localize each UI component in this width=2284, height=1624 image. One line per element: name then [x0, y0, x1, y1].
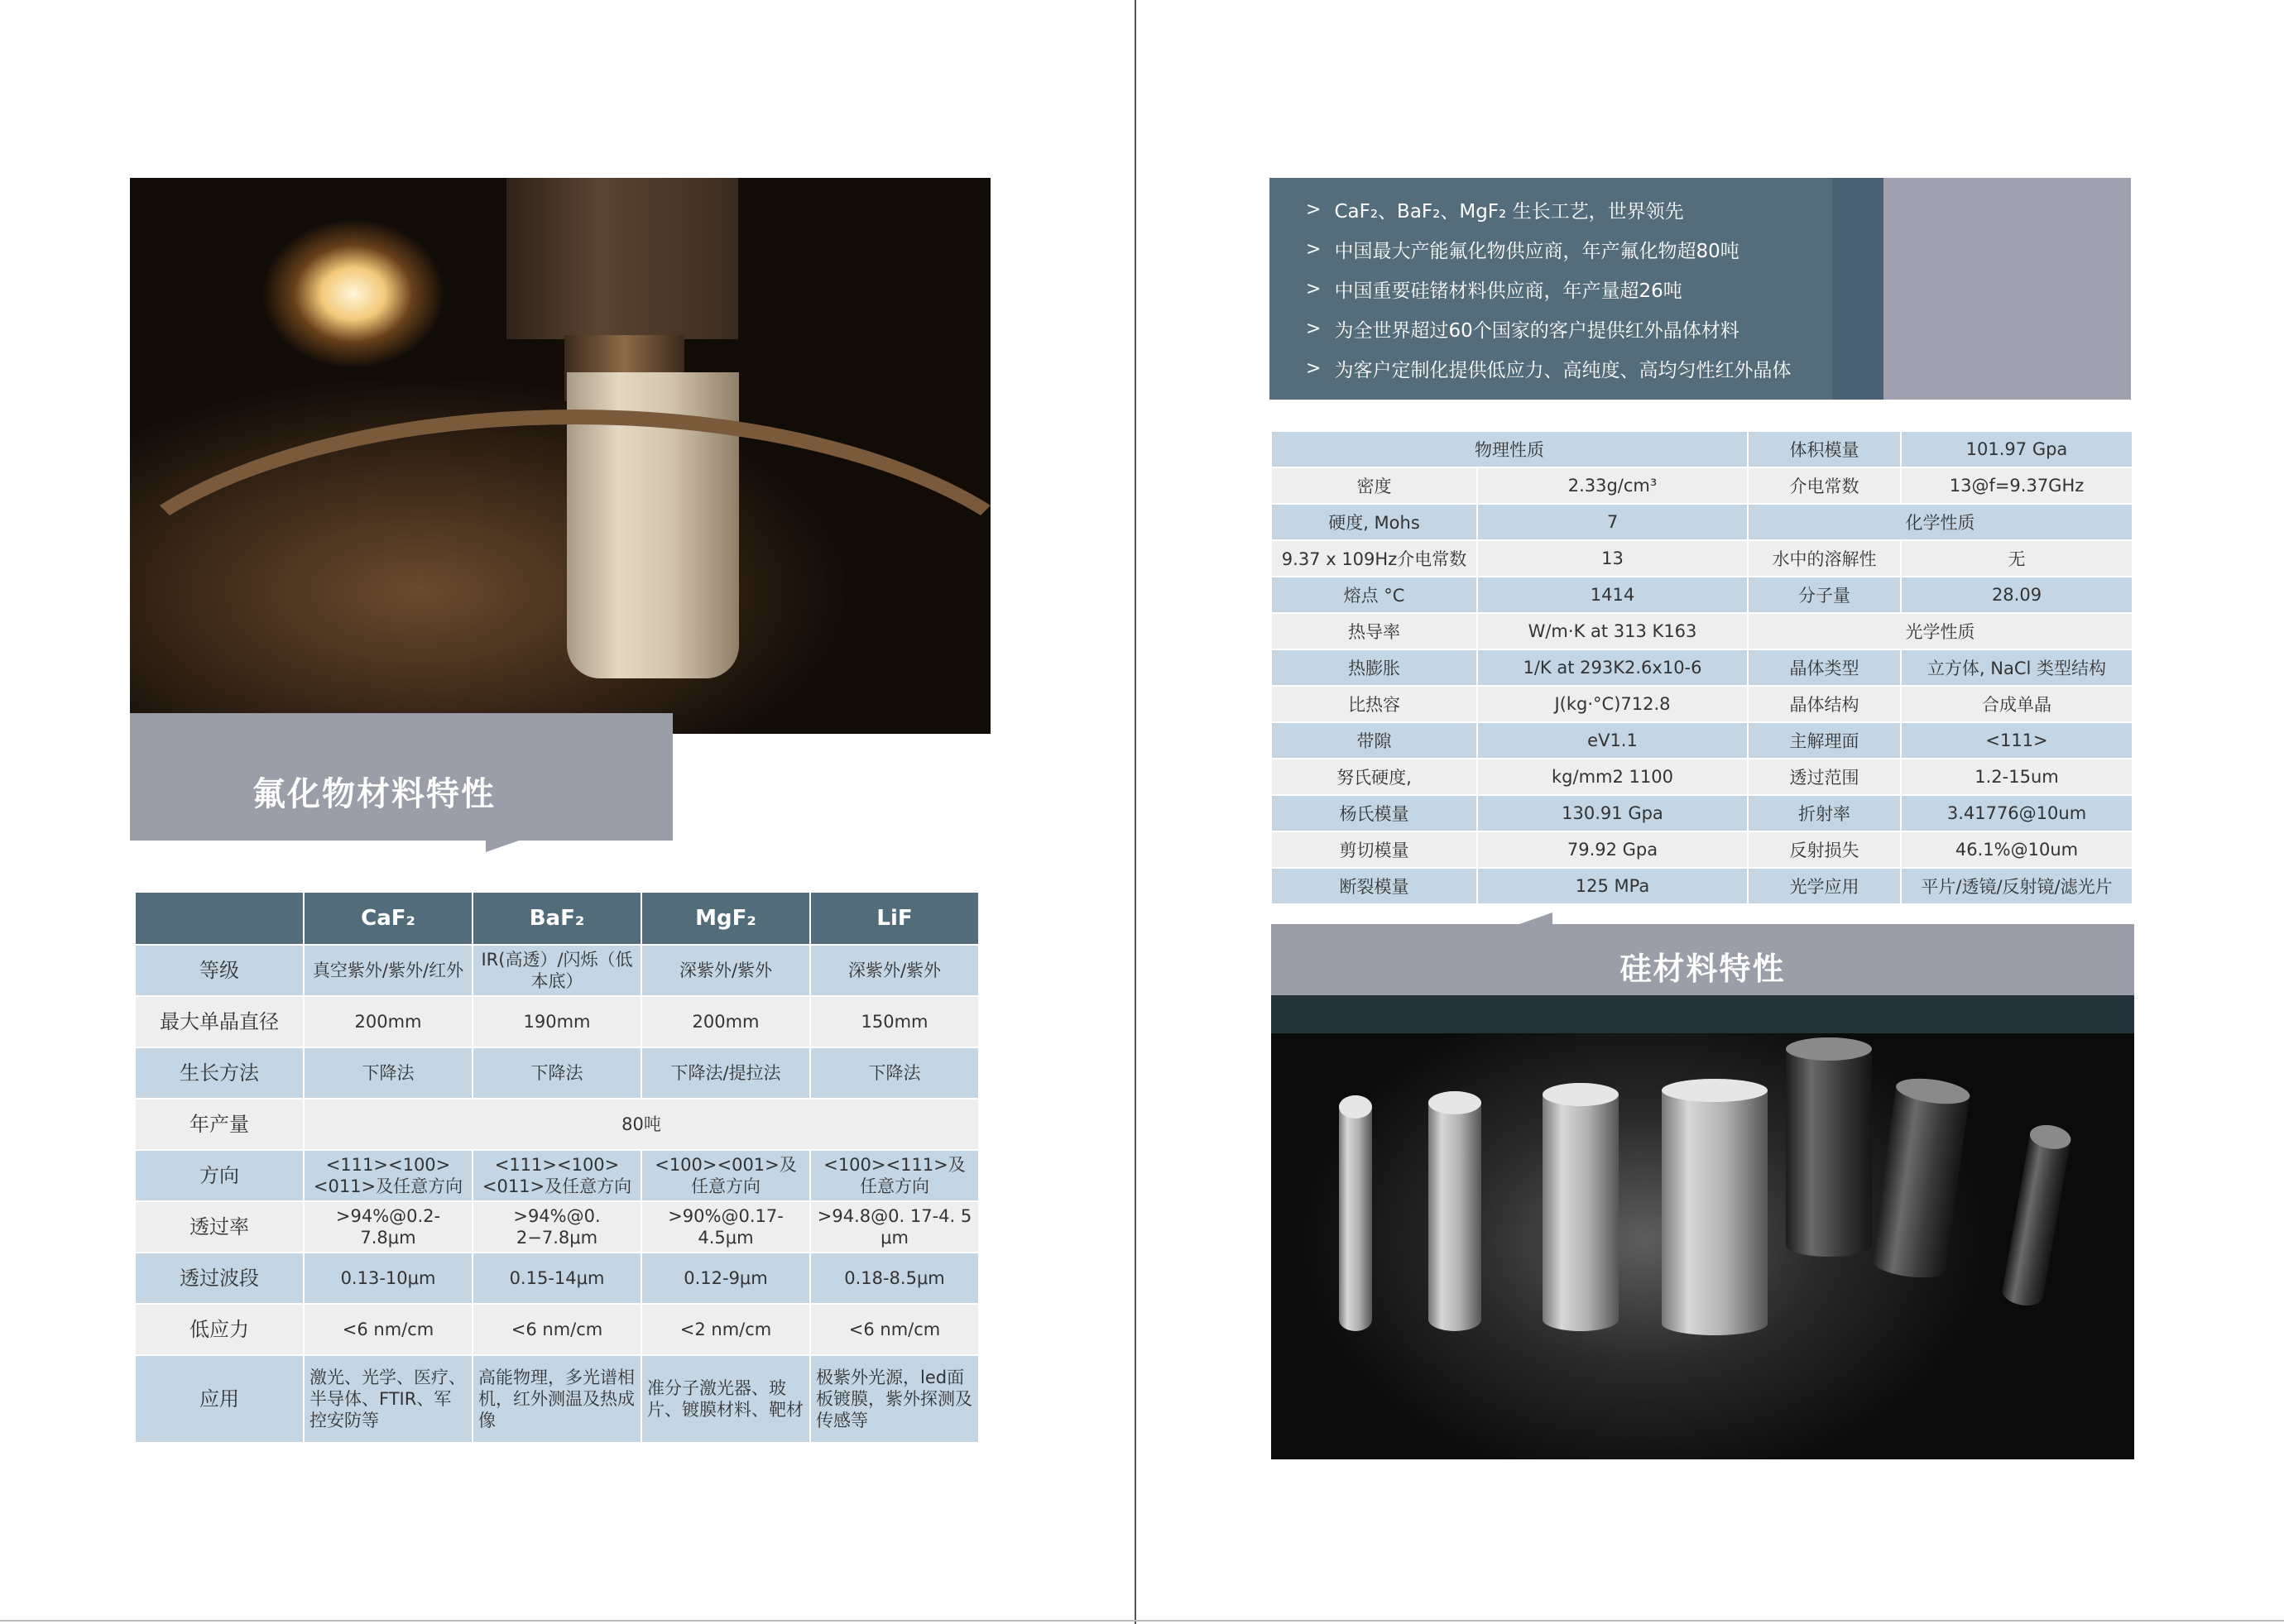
table-cell: 7 [1478, 505, 1747, 539]
table-cell: 晶体结构 [1749, 687, 1900, 721]
row-label: 透过率 [136, 1202, 303, 1252]
table-cell: 0.12-9μm [642, 1253, 809, 1303]
table-row [1272, 614, 2132, 649]
table-row [1272, 869, 2132, 903]
page-spine-divider [1135, 0, 1136, 1624]
row-label: 低应力 [136, 1305, 303, 1354]
table-cell: 杨氏模量 [1272, 796, 1476, 831]
puller-head [506, 178, 738, 339]
chevron-right-icon: > [1306, 199, 1322, 220]
features-panel [1269, 178, 2131, 400]
table-cell: 带隙 [1272, 723, 1476, 758]
feature-item [1306, 315, 1739, 343]
row-label: 最大单晶直径 [136, 997, 303, 1047]
table-row [136, 1202, 978, 1252]
panel-grey-block [1883, 178, 2131, 400]
table-cell: 极紫外光源，led面板镀膜，紫外探测及传感等 [811, 1356, 978, 1442]
table-cell: <111><100><011>及任意方向 [305, 1151, 472, 1200]
table-row [1272, 505, 2132, 539]
table-cell: 化学性质 [1749, 505, 2132, 539]
page-bottom-edge [0, 1620, 2284, 1622]
table-cell: 0.15-14μm [473, 1253, 641, 1303]
table-cell: 1/K at 293K2.6x10-6 [1478, 650, 1747, 685]
table-cell: <100><111>及任意方向 [811, 1151, 978, 1200]
table-cell: 下降法 [473, 1048, 641, 1098]
table-cell: 透过范围 [1749, 759, 1900, 794]
header-cell: LiF [811, 893, 978, 944]
table-row [1272, 432, 2132, 467]
table-row [1272, 687, 2132, 721]
table-cell: <111><100><011>及任意方向 [473, 1151, 641, 1200]
table-cell: 介电常数 [1749, 468, 1900, 503]
feature-item [1306, 275, 1682, 303]
table-row [136, 1356, 978, 1442]
table-row [1272, 468, 2132, 503]
rod-image [1339, 1095, 1372, 1331]
silicon-rods-photo [1271, 1033, 2134, 1459]
table-row [136, 1305, 978, 1354]
table-cell: <6 nm/cm [305, 1305, 472, 1354]
row-label: 年产量 [136, 1099, 303, 1149]
table-row [1272, 796, 2132, 831]
table-cell: <2 nm/cm [642, 1305, 809, 1354]
row-label: 等级 [136, 946, 303, 995]
table-cell: 101.97 Gpa [1902, 432, 2132, 467]
table-cell: 下降法 [305, 1048, 472, 1098]
table-cell: 断裂模量 [1272, 869, 1476, 903]
table-cell: 剪切模量 [1272, 832, 1476, 867]
feature-item [1306, 355, 1791, 382]
feature-text: 为全世界超过60个国家的客户提供红外晶体材料 [1334, 320, 1739, 342]
rod-image [1662, 1079, 1768, 1335]
table-cell: kg/mm2 1100 [1478, 759, 1747, 794]
table-cell: 190mm [473, 997, 641, 1047]
table-cell: 1414 [1478, 577, 1747, 612]
table-cell: 平片/透镜/反射镜/滤光片 [1902, 869, 2132, 903]
table-cell: 2.33g/cm³ [1478, 468, 1747, 503]
table-cell: W/m·K at 313 K163 [1478, 614, 1747, 649]
rod-image [1870, 1075, 1972, 1281]
header-cell: CaF₂ [305, 893, 472, 944]
table-cell: eV1.1 [1478, 723, 1747, 758]
table-cell: 晶体类型 [1749, 650, 1900, 685]
table-cell: 反射损失 [1749, 832, 1900, 867]
chevron-right-icon: > [1306, 279, 1322, 299]
table-row [136, 997, 978, 1047]
feature-text: 中国最大产能氟化物供应商，年产氟化物超80吨 [1334, 241, 1739, 262]
fluoride-properties-table [134, 891, 980, 1444]
table-header-row [136, 893, 978, 944]
table-cell: 46.1%@10um [1902, 832, 2132, 867]
crucible-rim [130, 410, 991, 734]
table-cell: 分子量 [1749, 577, 1900, 612]
table-cell: 努氏硬度, [1272, 759, 1476, 794]
table-cell: 无 [1902, 541, 2132, 576]
section-title-silicon: 硅材料特性 [1619, 951, 1786, 987]
table-cell: 28.09 [1902, 577, 2132, 612]
table-cell: 150mm [811, 997, 978, 1047]
feature-text: CaF₂、BaF₂、MgF₂ 生长工艺，世界领先 [1334, 201, 1684, 223]
table-cell: 比热容 [1272, 687, 1476, 721]
table-row [136, 946, 978, 995]
table-cell: 合成单晶 [1902, 687, 2132, 721]
table-cell: 200mm [642, 997, 809, 1047]
table-cell: 深紫外/紫外 [811, 946, 978, 995]
section-title-fluoride: 氟化物材料特性 [252, 775, 496, 813]
table-cell: 下降法 [811, 1048, 978, 1098]
row-label: 方向 [136, 1151, 303, 1200]
table-cell: 折射率 [1749, 796, 1900, 831]
feature-text: 为客户定制化提供低应力、高纯度、高均匀性红外晶体 [1334, 360, 1792, 381]
panel-stripe [1832, 178, 1883, 400]
chevron-right-icon: > [1306, 358, 1322, 379]
table-cell: 13@f=9.37GHz [1902, 468, 2132, 503]
table-cell: 立方体, NaCl 类型结构 [1902, 650, 2132, 685]
table-cell: 熔点 °C [1272, 577, 1476, 612]
table-cell: 激光、光学、医疗、半导体、FTIR、军控安防等 [305, 1356, 472, 1442]
table-cell: 深紫外/紫外 [642, 946, 809, 995]
table-cell: <100><001>及任意方向 [642, 1151, 809, 1200]
table-row [1272, 759, 2132, 794]
table-cell: 物理性质 [1272, 432, 1747, 467]
table-cell: >94%@0.2-7.8μm [305, 1202, 472, 1252]
table-cell: 125 MPa [1478, 869, 1747, 903]
table-row [1272, 541, 2132, 576]
table-cell: 热膨胀 [1272, 650, 1476, 685]
table-cell: 1.2-15um [1902, 759, 2132, 794]
table-row [136, 1151, 978, 1200]
table-row [1272, 832, 2132, 867]
table-cell: 79.92 Gpa [1478, 832, 1747, 867]
table-row [1272, 723, 2132, 758]
chevron-right-icon: > [1306, 239, 1322, 260]
table-cell: 体积模量 [1749, 432, 1900, 467]
chevron-right-icon: > [1306, 319, 1322, 339]
feature-text: 中国重要硅锗材料供应商，年产量超26吨 [1334, 280, 1682, 302]
table-row [136, 1099, 978, 1149]
rod-image [1543, 1083, 1619, 1331]
feature-item [1306, 236, 1739, 263]
table-cell: 13 [1478, 541, 1747, 576]
table-cell: <6 nm/cm [811, 1305, 978, 1354]
table-cell: 3.41776@10um [1902, 796, 2132, 831]
row-label: 生长方法 [136, 1048, 303, 1098]
table-row [136, 1048, 978, 1098]
table-row [1272, 650, 2132, 685]
feature-item [1306, 196, 1684, 223]
rod-image [1786, 1037, 1872, 1257]
row-label: 透过波段 [136, 1253, 303, 1303]
table-cell: 高能物理，多光谱相机，红外测温及热成像 [473, 1356, 641, 1442]
table-cell: 0.13-10μm [305, 1253, 472, 1303]
table-cell: 硬度, Mohs [1272, 505, 1476, 539]
table-cell: IR(高透）/闪烁（低本底） [473, 946, 641, 995]
banner-dark-band [1271, 995, 2134, 1033]
table-cell: <6 nm/cm [473, 1305, 641, 1354]
table-cell: 光学应用 [1749, 869, 1900, 903]
table-cell: 主解理面 [1749, 723, 1900, 758]
table-cell: 200mm [305, 997, 472, 1047]
rod-image [2000, 1122, 2072, 1308]
table-cell: >94.8@0. 17-4. 5 μm [811, 1202, 978, 1252]
table-cell: 密度 [1272, 468, 1476, 503]
table-cell: 准分子激光器、玻片、镀膜材料、靶材 [642, 1356, 809, 1442]
table-cell: >94%@0. 2−7.8μm [473, 1202, 641, 1252]
rod-image [1428, 1091, 1481, 1331]
header-cell: MgF₂ [642, 893, 809, 944]
table-cell-merged: 80吨 [305, 1099, 978, 1149]
table-cell: 0.18-8.5μm [811, 1253, 978, 1303]
table-cell: >90%@0.17-4.5μm [642, 1202, 809, 1252]
silicon-properties-table [1270, 430, 2133, 905]
table-cell: J(kg·°C)712.8 [1478, 687, 1747, 721]
table-cell: 水中的溶解性 [1749, 541, 1900, 576]
furnace-crystal-growth-photo [130, 178, 991, 734]
table-row [1272, 577, 2132, 612]
table-row [136, 1253, 978, 1303]
table-cell: 9.37 x 109Hz介电常数 [1272, 541, 1476, 576]
table-cell: 130.91 Gpa [1478, 796, 1747, 831]
table-cell: 真空紫外/紫外/红外 [305, 946, 472, 995]
header-cell: BaF₂ [473, 893, 641, 944]
table-cell: <111> [1902, 723, 2132, 758]
table-cell: 热导率 [1272, 614, 1476, 649]
table-cell: 下降法/提拉法 [642, 1048, 809, 1098]
row-label: 应用 [136, 1356, 303, 1442]
table-cell: 光学性质 [1749, 614, 2132, 649]
header-cell [136, 893, 303, 944]
